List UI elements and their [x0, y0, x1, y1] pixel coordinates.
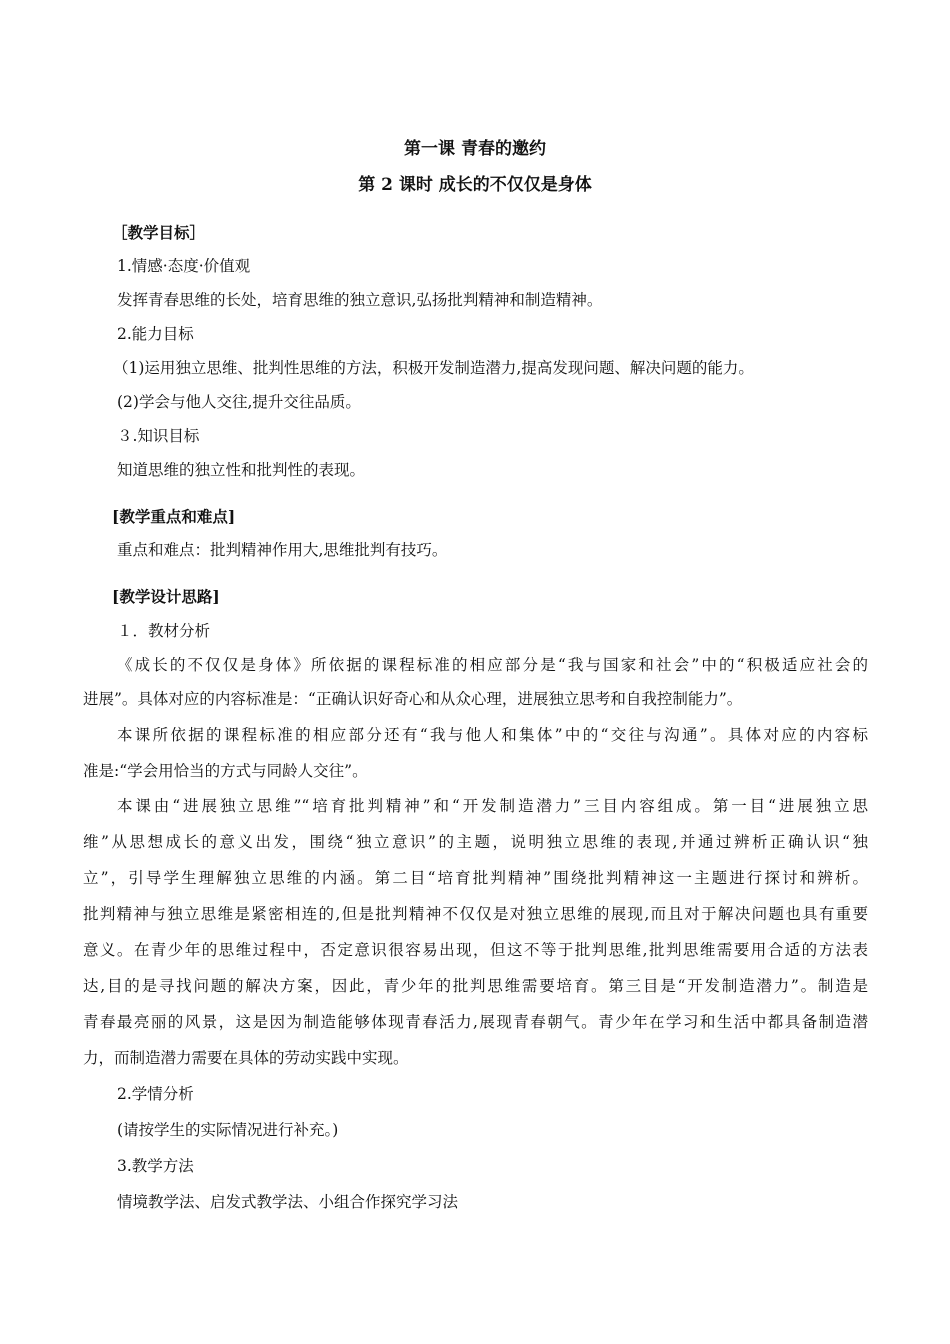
design-sub-2: 2.学情分析 [117, 1085, 194, 1103]
paragraph-3-line-6: 达,目的是寻找问题的解决方案，因此，青少年的批判思维需要培育。第三目是“开发制造潜力”。制造是 [83, 977, 868, 995]
paragraph-3-line-7: 青春最亮丽的风景，这是因为制造能够体现青春活力,展现青春朝气。青少年在学习和生活中都具备制造潜 [83, 1013, 868, 1031]
design-sub-3: 3.教学方法 [117, 1157, 194, 1175]
design-heading: [教学设计思路] [112, 587, 220, 606]
design-sub-1: １．教材分析 [117, 622, 211, 640]
lesson-subtitle: 第 2 课时 成长的不仅仅是身体 [358, 175, 592, 195]
paragraph-2-line-2: 准是:“学会用恰当的方式与同龄人交往”。 [83, 762, 368, 780]
design-sub-3-text: 情境教学法、启发式教学法、小组合作探究学习法 [117, 1193, 459, 1211]
objective-item-3: ３.知识目标 [117, 427, 200, 445]
design-sub-2-text: (请按学生的实际情况进行补充。) [117, 1121, 339, 1139]
objectives-heading: ［教学目标］ [112, 223, 206, 242]
paragraph-3-line-3: 立”，引导学生理解独立思维的内涵。第二目“培育批判精神”围绕批判精神这一主题进行探讨和辨析。 [83, 869, 868, 887]
objective-item-2b: (2)学会与他人交往,提升交往品质。 [117, 393, 361, 411]
objective-item-2: 2.能力目标 [117, 325, 194, 343]
paragraph-2-line-1: 本课所依据的课程标准的相应部分还有“我与他人和集体”中的“交往与沟通”。具体对应的内容标 [117, 726, 868, 744]
objective-item-3-text: 知道思维的独立性和批判性的表现。 [117, 461, 366, 479]
key-points-heading: [教学重点和难点] [112, 507, 236, 526]
paragraph-3-line-5: 意义。在青少年的思维过程中，否定意识很容易出现，但这不等于批判思维,批判思维需要用合适的方法表 [83, 941, 868, 959]
objective-item-2a: （1)运用独立思维、批判性思维的方法，积极开发制造潜力,提高发现问题、解决问题的能力。 [113, 359, 754, 377]
paragraph-3-line-4: 批判精神与独立思维是紧密相连的,但是批判精神不仅仅是对独立思维的展现,而且对于解决问题也具有重要 [83, 905, 868, 923]
paragraph-1-line-2: 进展”。具体对应的内容标准是：“正确认识好奇心和从众心理，进展独立思考和自我控制能力”。 [83, 690, 743, 708]
paragraph-3-line-8: 力，而制造潜力需要在具体的劳动实践中实现。 [83, 1049, 409, 1067]
objective-item-1: 1.情感·态度·价值观 [117, 257, 251, 275]
objective-item-1-text: 发挥青春思维的长处，培育思维的独立意识,弘扬批判精神和制造精神。 [117, 291, 603, 309]
paragraph-3-line-2: 维”从思想成长的意义出发，围绕“独立意识”的主题，说明独立思维的表现,并通过辨析正确认识“独 [83, 833, 868, 851]
paragraph-3-line-1: 本课由“进展独立思维”“培育批判精神”和“开发制造潜力”三目内容组成。第一目“进展独立思 [117, 797, 868, 815]
key-points-text: 重点和难点：批判精神作用大,思维批判有技巧。 [117, 541, 448, 559]
lesson-title: 第一课 青春的邀约 [404, 139, 546, 159]
paragraph-1-line-1: 《成长的不仅仅是身体》所依据的课程标准的相应部分是“我与国家和社会”中的“积极适应社会的 [117, 656, 868, 674]
